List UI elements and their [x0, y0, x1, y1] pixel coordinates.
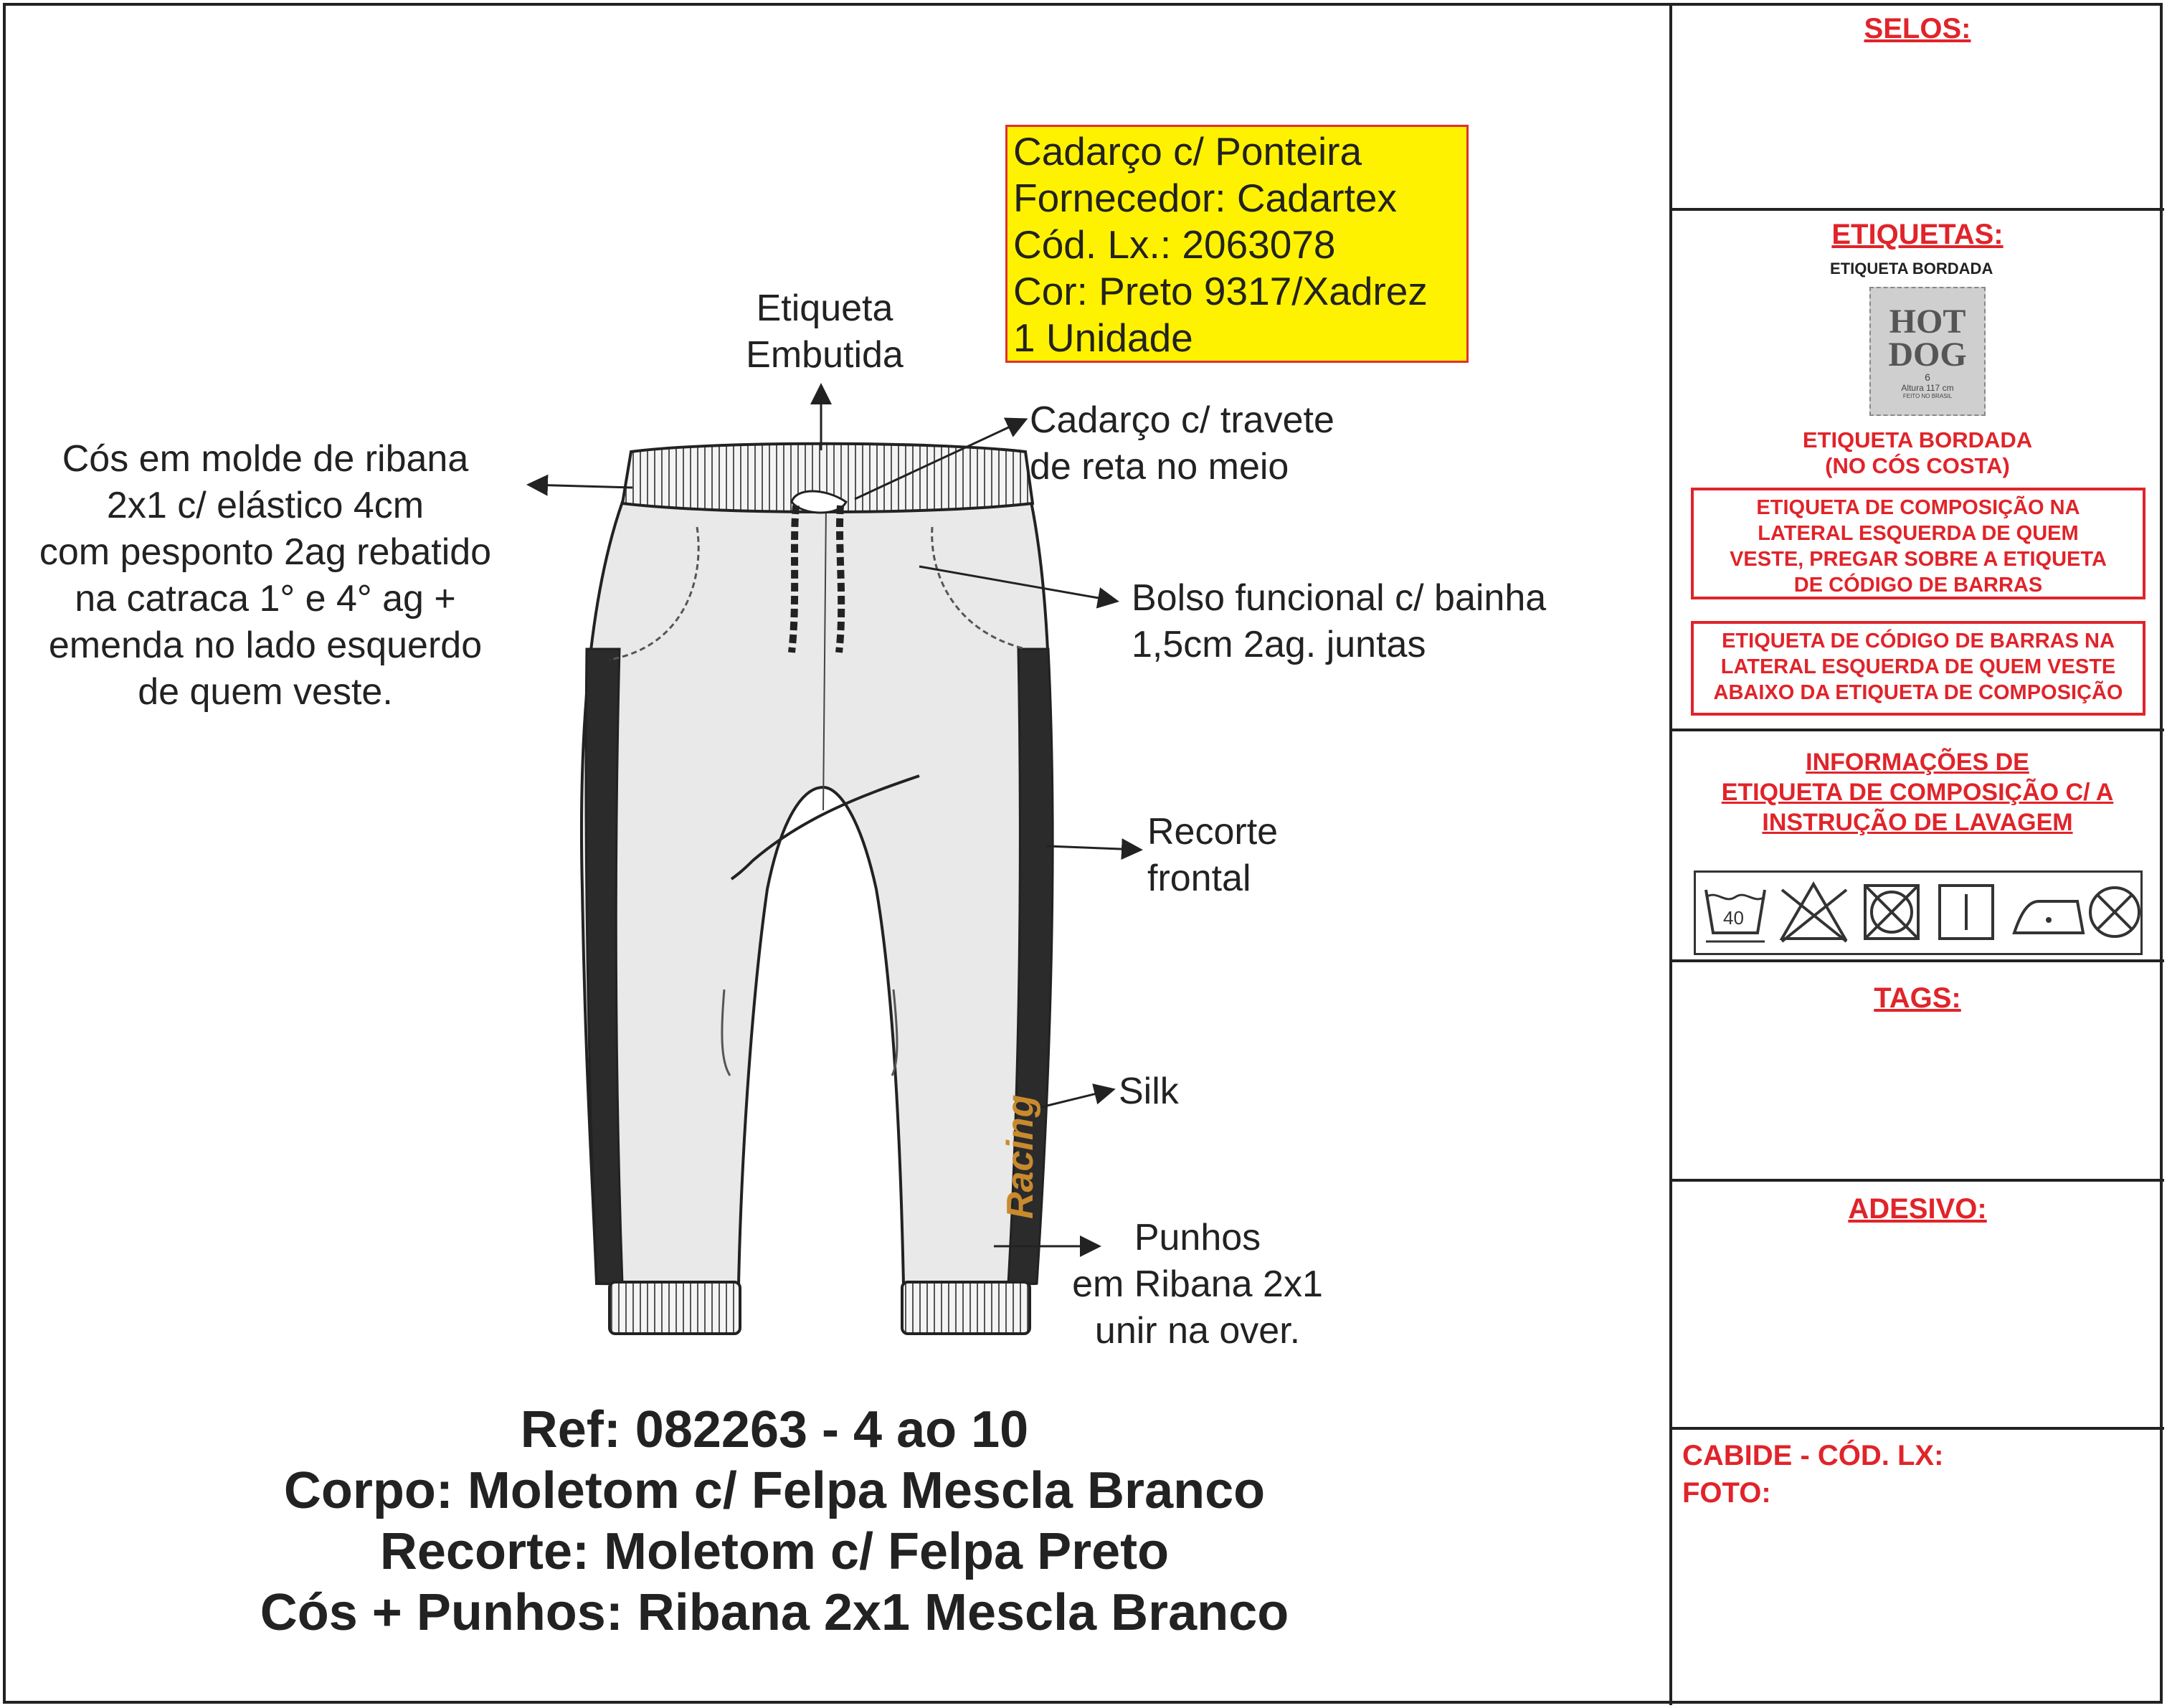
cos-label: Cós em molde de ribana 2x1 c/ elástico 4cm com pesponto 2ag rebatido na catraca 1° e 4° ag + emenda no lado esquerdo de quem veste.	[39, 438, 492, 713]
cadarco-label: Cadarço c/ travete de reta no meio	[1030, 399, 1334, 488]
spec-cos-punhos: Cós + Punhos: Ribana 2x1 Mescla Branco	[260, 1584, 1289, 1641]
no-dry-clean-icon	[2090, 888, 2139, 936]
callout-line: Cód. Lx.: 2063078	[1013, 222, 1336, 267]
patch-height: Altura 117 cm	[1901, 383, 1954, 393]
composicao-note-box: ETIQUETA DE COMPOSIÇÃO NA LATERAL ESQUERDA DE QUEM VESTE, PREGAR SOBRE A ETIQUETA DE CÓDIGO DE BARRAS	[1691, 488, 2145, 599]
pants-body	[582, 502, 1050, 1285]
patch-brand: DOG	[1888, 336, 1967, 374]
spec-corpo: Corpo: Moletom c/ Felpa Mescla Branco	[283, 1462, 1266, 1519]
wash-symbols	[1694, 870, 2143, 955]
foto-label: FOTO:	[1682, 1477, 1771, 1509]
callout-line: Fornecedor: Cadartex	[1013, 176, 1397, 220]
etiquetas-heading: ETIQUETAS:	[1831, 219, 2004, 250]
punhos-label: Punhos em Ribana 2x1 unir na over.	[1072, 1217, 1323, 1352]
sidebar-rule	[1671, 1427, 2164, 1430]
silk-print: Racing	[1000, 1094, 1041, 1219]
selos-heading: SELOS:	[1864, 13, 1971, 44]
sidebar-rule	[1671, 208, 2164, 211]
callout-line: Cadarço c/ Ponteira	[1013, 129, 1362, 174]
no-tumble-dry-icon	[1865, 886, 1918, 939]
arrow-silk	[1041, 1090, 1111, 1107]
sidebar-rule	[1671, 959, 2164, 962]
etiqueta-bordada-caption: ETIQUETA BORDADA	[1830, 260, 1993, 277]
bolso-label: Bolso funcional c/ bainha 1,5cm 2ag. juntas	[1132, 577, 1547, 665]
spec-recorte: Recorte: Moletom c/ Felpa Preto	[379, 1523, 1170, 1580]
svg-text:40: 40	[1723, 907, 1744, 929]
cuff-right	[902, 1282, 1030, 1334]
sidebar-rule	[1671, 729, 2164, 731]
wash-info-heading: INFORMAÇÕES DE ETIQUETA DE COMPOSIÇÃO C/ A INSTRUÇÃO DE LAVAGEM	[1721, 749, 2114, 836]
wash-40-icon	[1706, 890, 1765, 941]
hotdog-label-patch	[1869, 287, 1986, 416]
arrow-cos	[531, 485, 632, 488]
sidebar-rule	[1671, 1179, 2164, 1182]
adesivo-heading: ADESIVO:	[1848, 1193, 1987, 1225]
wash-symbols-svg	[1696, 873, 2140, 953]
line-dry-icon	[1940, 886, 1993, 939]
etiqueta-label: Etiqueta Embutida	[746, 288, 904, 376]
bordada-note: ETIQUETA BORDADA (NO CÓS COSTA)	[1802, 427, 2033, 478]
patch-origin: FEITO NO BRASIL	[1902, 393, 1953, 399]
silk-label: Silk	[1119, 1071, 1179, 1112]
callout-line: 1 Unidade	[1013, 315, 1193, 360]
patch-size: 6	[1925, 371, 1930, 383]
spec-ref: Ref: 082263 - 4 ao 10	[520, 1401, 1029, 1458]
barras-note-box: ETIQUETA DE CÓDIGO DE BARRAS NA LATERAL ESQUERDA DE QUEM VESTE ABAIXO DA ETIQUETA DE COMPOSIÇÃO	[1691, 621, 2145, 716]
cabide-label: CABIDE - CÓD. LX:	[1682, 1440, 1944, 1471]
specs-block	[57, 1400, 1492, 1643]
tags-heading: TAGS:	[1874, 982, 1961, 1014]
no-bleach-icon	[1782, 884, 1846, 941]
recorte-label: Recorte frontal	[1147, 811, 1279, 899]
arrow-recorte	[1047, 846, 1139, 850]
cuff-left	[610, 1282, 740, 1334]
patch-brand: HOT	[1889, 303, 1966, 341]
callout-line: Cor: Preto 9317/Xadrez	[1013, 269, 1428, 313]
iron-low-icon	[2014, 901, 2083, 933]
